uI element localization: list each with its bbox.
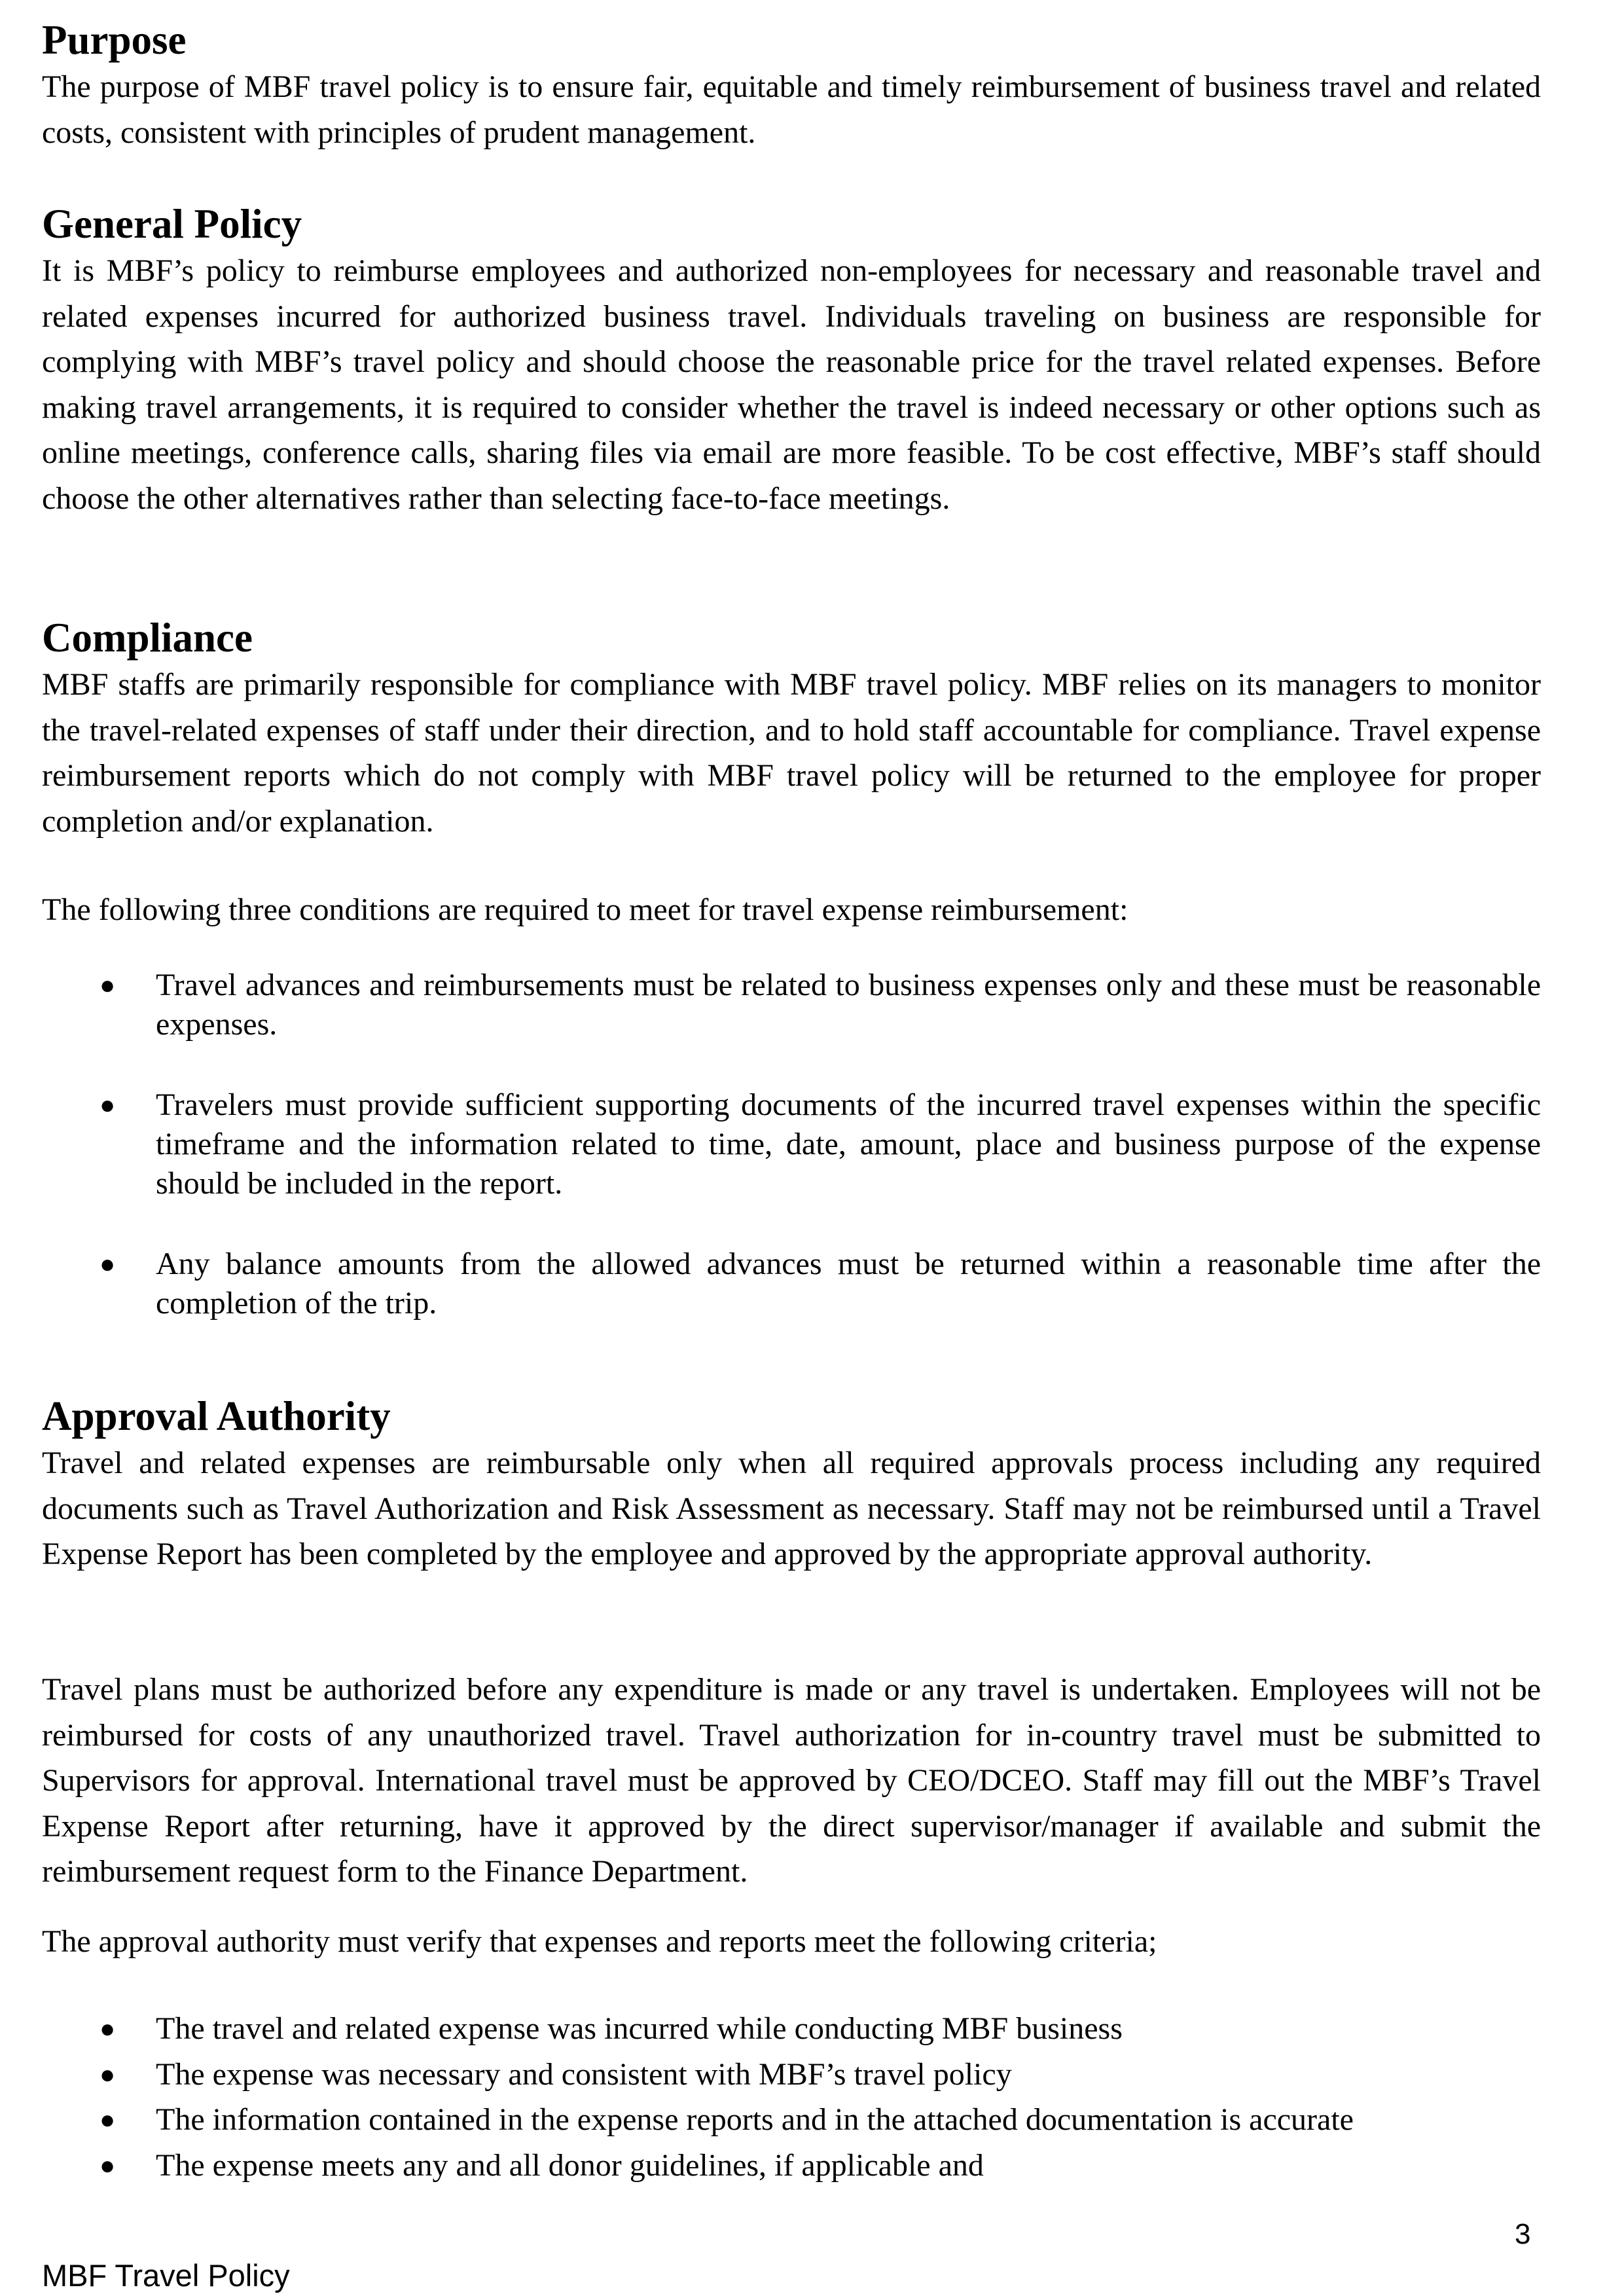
section-heading: Purpose (42, 17, 187, 63)
page-footer: MBF Travel Policy (42, 2258, 290, 2293)
list-item-text: Travel advances and reimbursements must be related to business expenses only and these must be reasonable expenses. (156, 968, 1541, 1042)
section-compliance (42, 613, 1541, 844)
bullet-icon: ● (99, 1090, 116, 1120)
section-approval-authority (42, 1392, 1541, 1577)
paragraph: The purpose of MBF travel policy is to ensure fair, equitable and timely reimbursement of business travel and related costs, consistent with principles of prudent management. (42, 69, 1541, 150)
paragraph: Travel plans must be authorized before any expenditure is made or any travel is undertaken. Employees will not be reimbursed for costs of any unauthorized travel. Travel authorization for in-country travel must be submitted to Supervisors for approval. International travel must be approved by CEO/DCEO. Staff may fill out the MBF’s Travel Expense Report after returning, have it approved by the direct supervisor/manager if available and submit the reimbursement request form to the Finance Department. (42, 1672, 1541, 1889)
section-purpose (42, 16, 1541, 155)
list-item (42, 966, 1541, 1044)
list-item (42, 1245, 1541, 1323)
section-general-policy (42, 200, 1541, 521)
section-heading: General Policy (42, 201, 302, 247)
list-item (42, 2097, 1541, 2143)
paragraph: The following three conditions are required to meet for travel expense reimbursement: (42, 892, 1128, 927)
list-item (42, 2052, 1541, 2098)
paragraph: MBF staffs are primarily responsible for compliance with MBF travel policy. MBF relies on its managers to monitor the travel-related expenses of staff under their direction, and to hold staff accountable for compliance. Travel expense reimbursement reports which do not comply with MBF travel policy will be returned to the employee for proper completion and/or explanation. (42, 667, 1541, 839)
bullet-icon: ● (99, 2105, 116, 2134)
list-item (42, 1085, 1541, 1203)
list-item-text: The expense was necessary and consistent with MBF’s travel policy (156, 2056, 1012, 2092)
list-item-text: The expense meets any and all donor guidelines, if applicable and (156, 2147, 984, 2183)
bullet-icon: ● (99, 2014, 116, 2043)
section-heading: Compliance (42, 615, 253, 661)
bullet-icon: ● (99, 1249, 116, 1279)
paragraph: Travel and related expenses are reimbursable only when all required approvals process including any required documents such as Travel Authorization and Risk Assessment as necessary. Staff may not be reimbursed until a Travel Expense Report has been completed by the employee and approved by the appropriate approval authority. (42, 1446, 1541, 1571)
list-item (42, 2006, 1541, 2052)
paragraph: It is MBF’s policy to reimburse employees and authorized non-employees for necessary and reasonable travel and related expenses incurred for authorized business travel. Individuals traveling on business are responsible for complying with MBF’s travel policy and should choose the reasonable price for the travel related expenses. Before making travel arrangements, it is required to consider whether the travel is indeed necessary or other options such as online meetings, conference calls, sharing files via email are more feasible. To be cost effective, MBF’s staff should choose the other alternatives rather than selecting face-to-face meetings. (42, 253, 1541, 516)
section-heading: Approval Authority (42, 1393, 391, 1439)
bullet-icon: ● (99, 2059, 116, 2089)
list-item-text: The travel and related expense was incurred while conducting MBF business (156, 2011, 1123, 2046)
bullet-icon: ● (99, 970, 116, 1000)
paragraph: The approval authority must verify that expenses and reports meet the following criteria; (42, 1924, 1157, 1959)
list-item (42, 2143, 1541, 2189)
list-item-text: Travelers must provide sufficient supporting documents of the incurred travel expenses within the specific timeframe and the information related to time, date, amount, place and business purpose of the expense should be included in the report. (156, 1087, 1541, 1201)
approval-criteria-list (42, 2006, 1541, 2188)
page-number: 3 (1515, 2218, 1531, 2250)
bullet-icon: ● (99, 2150, 116, 2180)
list-item-text: The information contained in the expense reports and in the attached documentation is accurate (156, 2102, 1354, 2137)
list-item-text: Any balance amounts from the allowed advances must be returned within a reasonable time after the completion of the trip. (156, 1247, 1541, 1321)
